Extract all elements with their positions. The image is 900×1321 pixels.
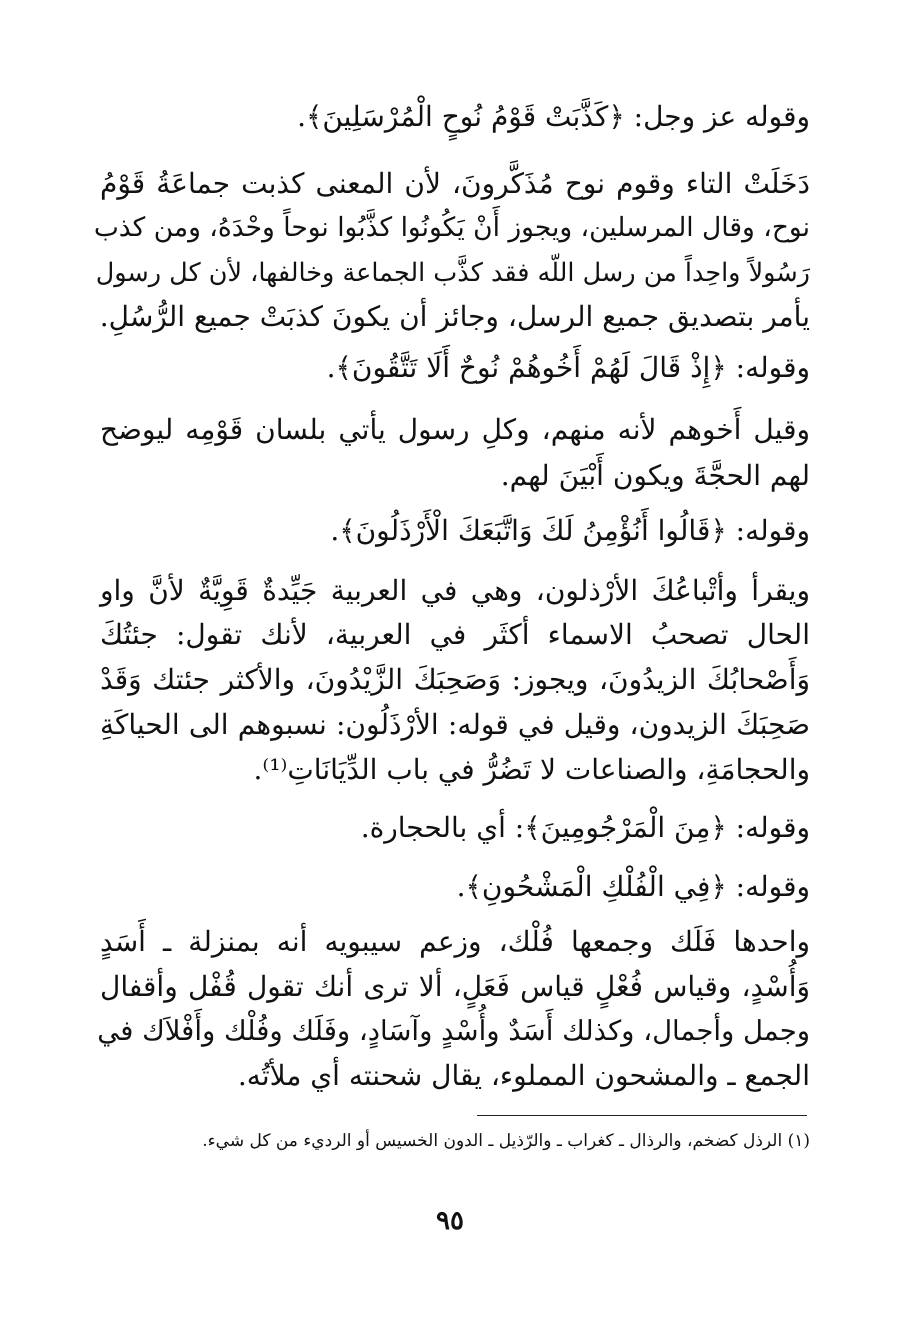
text-line: نوح، وقال المرسلين، ويجوز أَنْ يَكُونُوا كذَّبُوا نوحاً وحْدَهُ، ومن كذب — [93, 212, 810, 243]
text-line: لهم الحجَّةَ ويكون أَبْيَنَ لهم. — [500, 459, 810, 492]
text-line: الجمع ـ والمشحون المملوء، يقال شحنته أي ملأتُه. — [237, 1059, 810, 1092]
text-line: واحدها فَلَك وجمعها فُلْك، وزعم سيبويه أنه بمنزلة ـ أَسَدٍ — [100, 925, 810, 958]
verse-line: وقوله: ﴿قَالُوا أَنُؤْمِنُ لَكَ وَاتَّبَعَكَ الْأَرْذَلُونَ﴾. — [330, 514, 810, 547]
verse-line: وقوله: ﴿إِذْ قَالَ لَهُمْ أَخُوهُمْ نُوحٌ أَلَا تَتَّقُونَ﴾. — [326, 351, 810, 384]
text-line: وجمل وأجمال، وكذلك أَسَدٌ وأُسْدٍ وآسَادٍ، وفَلَك وفُلْك وأَفْلاَك في — [97, 1015, 810, 1047]
verse-line: وقوله عز وجل: ﴿كَذَّبَتْ قَوْمُ نُوحٍ الْمُرْسَلِينَ﴾. — [297, 100, 810, 133]
footnote-separator — [477, 1115, 807, 1116]
text-line: صَحِبَكَ الزيدون، وقيل في قوله: الأرْذَلُون: نسبوهم الى الحياكَةِ — [100, 708, 810, 741]
text-line: ويقرأ وأتْباعُكَ الأرْذلون، وهي في العربية جَيِّدةٌ قَوِيَّةٌ لأنَّ واو — [100, 574, 810, 607]
text-line: والحجامَةِ، والصناعات لا تَضُرُّ في باب الدِّيَانَاتِ⁽¹⁾. — [253, 753, 810, 786]
text-line: يأمر بتصديق جميع الرسل، وجائز أن يكونَ كذبَتْ جميع الرُّسُلِ. — [99, 300, 810, 333]
text-line: وقيل أَخوهم لأنه منهم، وكلِ رسول يأتي بلسان قَوْمِه ليوضح — [100, 413, 810, 446]
text-line: دَخَلَتْ التاء وقوم نوح مُذَكَّرونَ، لأن المعنى كذبت جماعَةُ قَوْمُ — [100, 167, 810, 200]
text-line: الحال تصحبُ الاسماء أكثَر في العربية، لأنك تقول: جئتُكَ — [100, 618, 810, 651]
text-line: وَأُسْدٍ، وقياس فُعْلٍ قياس فَعَلٍ، ألا ترى أنك تقول قُفْل وأقفال — [100, 970, 810, 1003]
page-number: ٩٥ — [436, 1206, 464, 1236]
text-line: وَأَصْحابُكَ الزيدُونَ، ويجوز: وَصَحِبَكَ الزَّيْدُونَ، والأكثر جئتك وَقَدْ — [100, 663, 810, 696]
verse-line: وقوله: ﴿مِنَ الْمَرْجُومِينَ﴾: أي بالحجارة. — [360, 811, 810, 844]
text-line: رَسُولاً واحِداً من رسل اللّه فقد كذَّب الجماعة وخالفها، لأن كل رسول — [95, 258, 810, 288]
verse-line: وقوله: ﴿فِي الْفُلْكِ الْمَشْحُونِ﴾. — [456, 870, 810, 903]
footnote: (١) الرذل كضخم، والرذال ـ كغراب ـ والرّذيل ـ الدون الخسيس أو الرديء من كل شيء. — [202, 1131, 810, 1151]
